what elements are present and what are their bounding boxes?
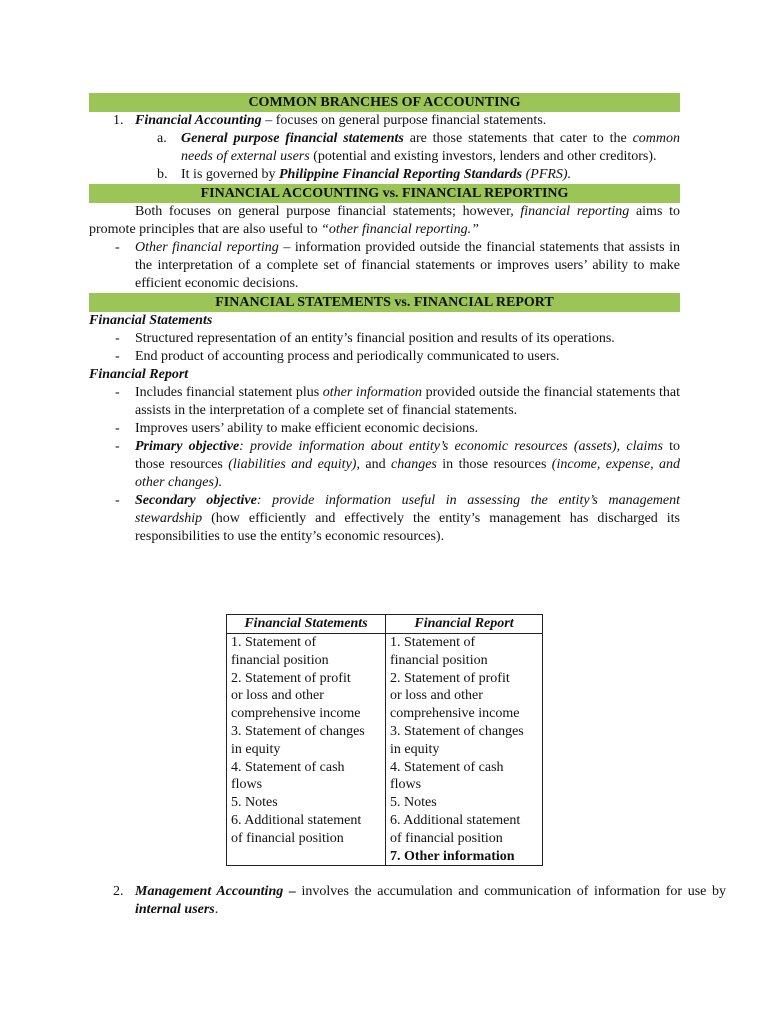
subitem-italic: (PFRS). bbox=[522, 167, 572, 182]
subitem-italic: common needs of external users bbox=[181, 131, 680, 164]
bullet-text: Includes financial statement plus bbox=[135, 385, 323, 400]
item-management-accounting bbox=[89, 883, 726, 919]
subitem-text: (potential and existing investors, lenders and other creditors). bbox=[309, 149, 657, 164]
cell-line: financial position bbox=[390, 652, 488, 668]
bullet-fs-1 bbox=[89, 330, 680, 348]
section-title-fs-vs-report: FINANCIAL STATEMENTS vs. FINANCIAL REPORT bbox=[89, 293, 680, 312]
table-header: Financial Report bbox=[386, 615, 543, 634]
cell-line: 1. Statement of bbox=[231, 635, 317, 650]
bullet-primary-objective bbox=[89, 438, 680, 492]
bullet-text: to those resources bbox=[135, 439, 681, 472]
cell-line: in equity bbox=[390, 741, 440, 757]
cell-line: 1. Statement of bbox=[390, 635, 476, 650]
bullet-fs-2 bbox=[89, 348, 680, 366]
item-text: . bbox=[214, 902, 219, 917]
cell-line: 4. Statement of cash bbox=[231, 759, 345, 775]
term-primary-objective: Primary objective bbox=[135, 439, 240, 454]
cell-line: comprehensive income bbox=[390, 706, 520, 722]
section-title-common-branches: COMMON BRANCHES OF ACCOUNTING bbox=[89, 93, 680, 112]
paragraph-text: Both focuses on general purpose financial statements; however, bbox=[135, 204, 521, 219]
bullet-text: in those resources bbox=[436, 457, 552, 472]
subitem-label: b. bbox=[157, 167, 168, 182]
bullet-text: : provide information about entity’s bbox=[239, 439, 455, 454]
bullet-other-financial-reporting bbox=[89, 239, 680, 293]
item-financial-accounting bbox=[89, 112, 680, 130]
subitem-text: It is governed by bbox=[181, 167, 279, 182]
dash-marker: - bbox=[115, 493, 120, 508]
document-content bbox=[89, 93, 726, 917]
term-management-accounting: Management Accounting – bbox=[135, 884, 296, 899]
item-text: involves the accumulation and communication of information for use by bbox=[295, 884, 726, 899]
bullet-text: , and bbox=[356, 457, 391, 472]
bullet-italic: (income, expense, and other changes). bbox=[135, 457, 680, 490]
dash-marker: - bbox=[115, 240, 120, 255]
cell-line: of financial position bbox=[231, 830, 344, 846]
dash-marker: - bbox=[115, 349, 120, 364]
cell-line: 2. Statement of profit bbox=[231, 670, 351, 686]
subitem-b bbox=[89, 166, 680, 184]
cell-line: 2. Statement of profit bbox=[390, 670, 510, 686]
term-gp-statements: General purpose financial statements bbox=[181, 131, 404, 146]
heading-financial-report: Financial Report bbox=[89, 367, 189, 382]
table-row bbox=[227, 634, 543, 866]
bullet-text: Improves users’ ability to make efficient economic decisions. bbox=[135, 421, 479, 436]
cell-line: or loss and other bbox=[390, 688, 483, 704]
term-pfrs: Philippine Financial Reporting Standards bbox=[278, 167, 523, 182]
cell-line: 5. Notes bbox=[390, 795, 437, 811]
bullet-secondary-objective bbox=[89, 492, 680, 546]
item-text: – focuses on general purpose financial statements. bbox=[261, 113, 547, 128]
section-title-fa-vs-fr: FINANCIAL ACCOUNTING vs. FINANCIAL REPORTING bbox=[89, 184, 680, 203]
term-internal-users: internal users bbox=[135, 902, 215, 917]
bullet-italic: economic resources (assets), claims bbox=[454, 439, 663, 454]
cell-line: in equity bbox=[231, 741, 281, 757]
bullet-italic: management stewardship bbox=[135, 493, 681, 526]
bullet-text: : provide information useful in assessing the entity’s bbox=[256, 493, 609, 508]
bullet-text: (how efficiently and effectively the entity’s management has discharged its responsibilities to use the entity’s economic resources). bbox=[135, 511, 680, 544]
table-header: Financial Statements bbox=[227, 615, 386, 634]
cell-line: 3. Statement of changes bbox=[231, 723, 365, 739]
cell-line: 5. Notes bbox=[231, 795, 278, 811]
term-financial-accounting: Financial Accounting bbox=[135, 113, 262, 128]
bullet-italic: other information bbox=[322, 385, 423, 400]
item-number: 1. bbox=[113, 113, 124, 128]
dash-marker: - bbox=[115, 331, 120, 346]
bullet-report-2 bbox=[89, 420, 680, 438]
cell-line-other-information: 7. Other information bbox=[390, 848, 515, 864]
cell-line: 6. Additional statement bbox=[231, 812, 362, 828]
subitem-a bbox=[89, 130, 680, 166]
bullet-text: Structured representation of an entity’s financial position and results of its operations. bbox=[135, 331, 615, 346]
subitem-label: a. bbox=[157, 131, 167, 146]
cell-line: 4. Statement of cash bbox=[390, 759, 504, 775]
term-other-reporting: Other financial reporting bbox=[135, 240, 279, 255]
comparison-table bbox=[226, 614, 543, 866]
bullet-report-1 bbox=[89, 384, 680, 420]
cell-line: financial position bbox=[231, 652, 329, 668]
dash-marker: - bbox=[115, 421, 120, 436]
term-secondary-objective: Secondary objective bbox=[135, 493, 257, 508]
dash-marker: - bbox=[115, 439, 120, 454]
bullet-italic: (liabilities and equity) bbox=[228, 457, 357, 472]
bullet-text: provided outside the financial statements that assists in the interpretation of a complete set of financial statements. bbox=[135, 385, 680, 418]
paragraph-quote: “other financial reporting.” bbox=[321, 222, 479, 237]
paragraph-italic: financial reporting bbox=[520, 204, 630, 219]
item-number: 2. bbox=[113, 884, 124, 899]
bullet-text: End product of accounting process and periodically communicated to users. bbox=[135, 349, 560, 364]
bullet-text: – information provided outside the financial statements that assists in the interpretation of a complete set of financial statements or improves users’ ability to make efficient economic decisions. bbox=[135, 240, 680, 291]
cell-line: or loss and other bbox=[231, 688, 324, 704]
table-cell-financial-report bbox=[386, 634, 543, 866]
dash-marker: - bbox=[115, 385, 120, 400]
table-cell-financial-statements bbox=[227, 634, 386, 866]
table-header-row bbox=[227, 615, 543, 634]
cell-line: comprehensive income bbox=[231, 706, 361, 722]
cell-line: of financial position bbox=[390, 830, 503, 846]
paragraph-fa-vs-fr bbox=[89, 203, 680, 239]
cell-line: 6. Additional statement bbox=[390, 812, 521, 828]
subitem-text: are those statements that cater to the bbox=[403, 131, 633, 146]
bullet-italic: changes bbox=[390, 457, 437, 472]
heading-financial-statements: Financial Statements bbox=[89, 313, 213, 328]
cell-line: flows bbox=[390, 777, 422, 793]
cell-line: flows bbox=[231, 777, 263, 793]
cell-line: 3. Statement of changes bbox=[390, 723, 524, 739]
paragraph-text: aims to promote principles that are also useful to bbox=[89, 204, 680, 237]
